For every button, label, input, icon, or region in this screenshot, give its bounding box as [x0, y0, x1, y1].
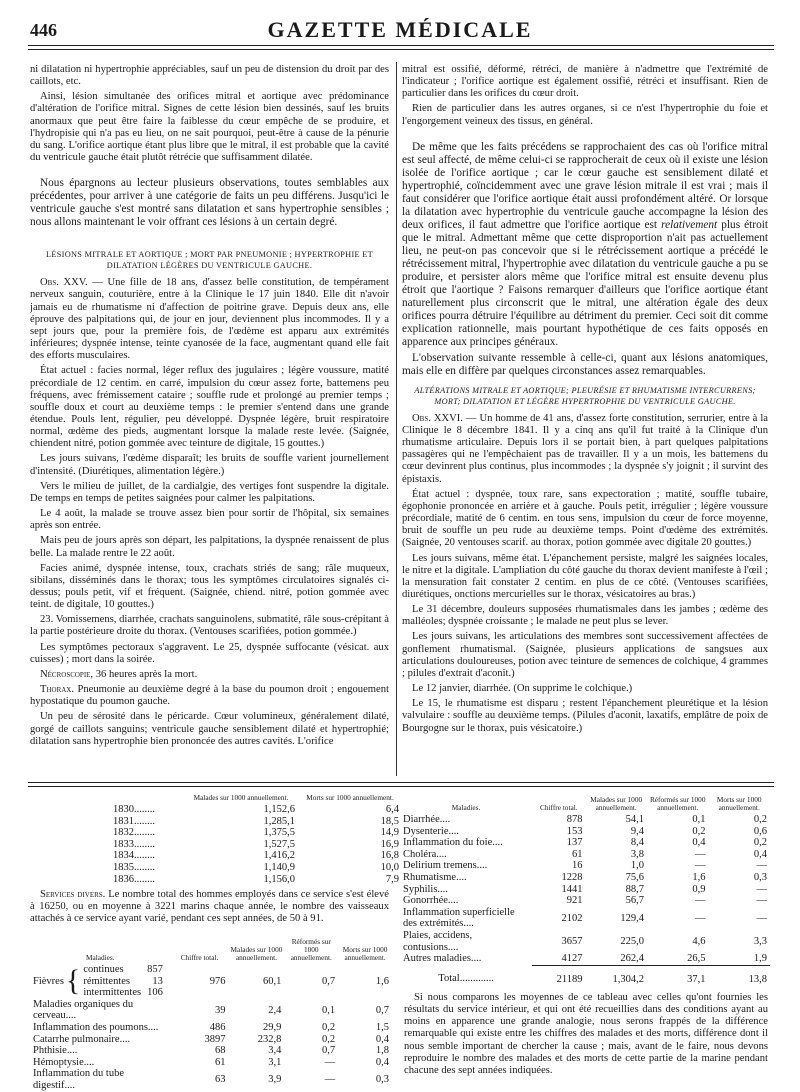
total-chiffre: 21189 — [532, 965, 585, 985]
paragraph: 23. Vomissemens, diarrhée, crachats sanguinolens, submatité, râle sous-crépitant à la partie postérieure droite du thorax. (Ventouses scarifiées, potion gommée.) — [30, 614, 389, 638]
morts-rate: — — [756, 883, 767, 895]
table-row — [30, 1022, 392, 1034]
reformes-rate: — — [694, 912, 706, 924]
paragraph: Le 15, le rhumatisme est disparu ; restent l'épanchement pleurétique et la lésion valvulaire : souffle au deuxième temps. (Pilules d'aconit, laxatifs, emplâtre de poix de Bourgogne sur le thorax, puis vésicatoire.) — [402, 698, 768, 734]
malades-rate: 129,4 — [620, 912, 644, 924]
table-row — [30, 1045, 392, 1057]
total-label: Total............. — [438, 973, 494, 985]
morts-rate: 0,4 — [375, 1033, 389, 1045]
morts-rate: 1,8 — [375, 1045, 389, 1057]
section-heading: LÉSIONS MITRALE ET AORTIQUE ; MORT PAR PNEUMONIE ; HYPERTROPHIE ET DILATATION LÉGÈRES DU VENTRICULE GAUCHE. — [46, 250, 373, 271]
disease-name: Inflammation du tube digestif.... — [33, 1068, 124, 1091]
chiffre-total: 61 — [571, 848, 583, 860]
journal-title: GAZETTE MÉDICALE — [267, 17, 533, 42]
table-row — [30, 1057, 392, 1069]
table-row — [30, 1034, 392, 1046]
table-row — [400, 953, 770, 965]
reformes-rate: — — [324, 1056, 336, 1068]
fievre-type: rémittentes — [83, 975, 130, 987]
paragraph: Les jours suivans, même état. L'épanchement persiste, malgré les saignées locales, le nitre et la digitale. L'ampliation du côté gauche du thorax devient manifeste à l'œil ; la mensuration fait constater 2 centim. en plus de ce côté. (Ventouses scarifiées, diurétiques, onctions mercurielles sur le thorax, vésicatoires au bras.) — [402, 552, 768, 600]
paragraph: État actuel : dyspnée, toux rare, sans expectoration ; matité, souffle tubaire, égophonie prononcée en arrière et à gauche. Pouls petit, irrégulier ; légère voussure précordiale, matité de 6 centim. en tous sens, impulsion du cœur de force moyenne, bruit de souffle un peu rude au deuxième temps. Point d'œdème des extrémités. (Saignée, 20 ventouses scarif. au thorax, potion gommée avec digitale 20 gouttes.) — [402, 488, 768, 549]
left-disease-table — [30, 938, 392, 1092]
morts-rate: 1,9 — [753, 953, 767, 965]
paragraph: Les jours suivans, les articulations des membres sont successivement affectées de gonflement rhumatismal. (Saignée, plusieurs applications de sangsues aux articulations douloureuses, potion avec teinture de semences de colchique, 4 grammes ; pilules d'extrait d'aconit.) — [402, 631, 768, 679]
disease-name: Plaies, accidens, contusions.... — [403, 929, 473, 953]
year-row — [110, 816, 402, 828]
morts-rate: 0,2 — [753, 837, 767, 849]
chiffre-total: 39 — [214, 1004, 226, 1016]
th-reformes: Réformés sur 1000 annuellement. — [649, 795, 706, 812]
fievres-reformes: 0,7 — [322, 975, 336, 987]
table-row — [400, 907, 770, 930]
right-column — [402, 64, 768, 776]
reformes-rate: 0,2 — [322, 1021, 336, 1033]
year: 1836........ — [113, 873, 155, 885]
reformes-rate: 0,2 — [692, 825, 706, 837]
reformes-rate: 0,7 — [322, 1045, 336, 1057]
necroscopie-label: Nécroscopie, — [40, 668, 94, 680]
reformes-rate: 0,2 — [322, 1033, 336, 1045]
table-row — [400, 895, 770, 907]
paragraph: Les jours suivans, l'œdème disparaît; les bruits de souffle varient journellement d'intensité. (Diurétiques, alimentation légère.) — [30, 453, 389, 477]
fievre-count: 857 — [147, 964, 163, 975]
year-row — [110, 827, 402, 839]
disease-name: Inflammation du foie.... — [403, 837, 503, 849]
year: 1830........ — [113, 804, 155, 815]
reformes-rate: 26,5 — [687, 953, 706, 965]
year-morts: 6,4 — [385, 804, 399, 815]
disease-name: Inflammation des poumons.... — [33, 1021, 159, 1033]
year-morts: 16,8 — [380, 850, 399, 862]
reformes-rate: — — [324, 1074, 336, 1086]
fievres-row: Fièvres { continues 857 rémittentes 13 intermittentes 106 976 60,1 0,7 1,6 — [30, 964, 392, 999]
malades-rate: 54,1 — [625, 814, 644, 825]
right-disease-table — [400, 796, 770, 985]
disease-name: Autres maladies.... — [403, 953, 482, 965]
disease-name: Inflammation superficielle des extrémités.... — [403, 906, 515, 930]
th-malades: Malades sur 1000 annuellement. — [590, 795, 643, 812]
year-malades: 1,140,9 — [263, 861, 295, 873]
malades-rate: 75,6 — [625, 871, 644, 883]
th-maladies: Maladies. — [451, 803, 481, 812]
paragraph: ni dilatation ni hypertrophie appréciables, sauf un peu de distension du droit par des caillots, etc. — [30, 64, 389, 88]
year-row — [110, 874, 402, 886]
left-column — [30, 64, 389, 776]
paragraph: — Une fille de 18 ans, d'assez belle constitution, de tempérament nerveux sanguin, couturière, entre à la Clinique le 17 juin 1840. Elle dit n'avoir jamais eu de rhumatisme ni d'affection de poitrine grave. Depuis deux ans, elle éprouve des palpitations qui, de jour en jour, deviennent plus incommodes. Il y a sept jours que, pour la première fois, de l'œdème est apparu aux extrémités inférieures; dyspnée intense, teinte cyanosée de la face, augmentant quand elle fait des efforts musculaires. — [30, 277, 389, 362]
year: 1834........ — [113, 850, 155, 862]
malades-rate: 9,4 — [630, 825, 644, 837]
malades-rate: 3,8 — [630, 848, 644, 860]
emphasis: relativement — [661, 218, 718, 231]
disease-name: Choléra.... — [403, 848, 447, 860]
chiffre-total: 16 — [571, 860, 583, 872]
total-malades: 1,304,2 — [585, 965, 647, 985]
reformes-rate: — — [694, 848, 706, 860]
disease-name: Phthisie.... — [33, 1045, 78, 1057]
year-malades: 1,416,2 — [263, 850, 295, 862]
year-row — [110, 839, 402, 851]
reformes-rate: — — [694, 860, 706, 872]
morts-rate: 0,3 — [375, 1074, 389, 1086]
malades-rate: 262,4 — [620, 953, 644, 965]
morts-rate: 0,2 — [753, 814, 767, 825]
fievre-type: intermittentes — [83, 987, 142, 999]
morts-rate: 0,4 — [375, 1056, 389, 1068]
fievres-morts: 1,6 — [375, 975, 389, 987]
reformes-rate: 0,4 — [692, 837, 706, 849]
year: 1833........ — [113, 838, 155, 850]
table-row — [400, 860, 770, 872]
years-table — [110, 794, 402, 885]
year-row — [110, 804, 402, 816]
disease-name: Maladies organiques du cerveau.... — [33, 998, 134, 1022]
paragraph: État actuel : facies normal, léger reflux des jugulaires ; légère voussure, matité précordiale de 12 centim. en carré, impulsion du cœur assez forte, battemens peu fréquens, avec frémissement cataire ; souffle rude et prolongé au premier temps ; souffle doux et court au deuxième temps : le premier s'entend dans une grande étendue. Pouls lent, régulier, peu développé. Dyspnée légère, bruit respiratoire normal, œdème des pieds, augmentant lorsque la malade reste levée. (Saignée, chiendent nitré, potion gommée avec teinture de digitale, 15 gouttes.) — [30, 365, 389, 450]
reformes-rate: 0,1 — [322, 1004, 336, 1016]
reformes-rate: — — [694, 895, 706, 907]
year-row — [110, 862, 402, 874]
malades-rate: 225,0 — [620, 935, 644, 947]
table-section-rule — [28, 782, 774, 783]
page-number: 446 — [30, 20, 57, 40]
obs-label: Obs. XXVI. — [412, 412, 463, 424]
disease-name: Gonorrhée.... — [403, 895, 459, 907]
morts-rate: 0,4 — [753, 848, 767, 860]
morts-rate: 1,5 — [375, 1021, 389, 1033]
morts-rate: 0,6 — [753, 825, 767, 837]
malades-rate: 2,4 — [268, 1004, 282, 1016]
paragraph: Mais peu de jours après son départ, les palpitations, la dyspnée renaissent de plus belle. La malade rentre le 22 août. — [30, 535, 389, 559]
reformes-rate: 4,6 — [692, 935, 706, 947]
comparison-paragraph: Si nous comparons les moyennes de ce tableau avec celles qu'ont fournies les résultats du service intérieur, et qui ont été recueillies dans des conditions ayant au moins en apparence une grande analogie, nous serons frappés de la différence remarquable qui existe entre les chiffres des malades et des morts, différence dont il nous semble important de chercher la cause ; mais, avant de le faire, nous devons reproduire le nombre des malades et des morts de cette partie de la marine pendant chacune des sept années indiquées. — [404, 992, 768, 1076]
fievre-type: continues — [83, 964, 124, 975]
year-malades: 1,527,5 — [263, 838, 295, 850]
malades-rate: 3,4 — [268, 1045, 282, 1057]
table-row — [400, 814, 770, 826]
paragraph: De même que les faits précédens se rapprochaient des cas où l'orifice mitral est seul affecté, de même celui-ci se rapprocherait de ceux où il existe une lésion isolée de l'orifice aortique ; car le cœur gauche est sensiblement dilaté et hypertrophié, coïncidemment avec une grave lésion mitrale il est vrai ; mais il faut considérer que l'orifice aortique était aussi profondément altéré. Or lorsque la dilatation avec hypertrophie du ventricule gauche accompagne la lésion des deux orifices, il faut admettre que l'orifice aortique est relativement plus étroit que le mitral. Admettant même que cette disproportion n'ait pas actuellement lieu, ne peut-on pas concevoir que si le rétrécissement aortique a précédé le rétrécissement mitral, l'hypertrophie avec dilatation du ventricule gauche a pu se produire, et persister alors même que l'orifice mitral est ensuite devenu plus étroit que l'aortique ? Faisons remarquer d'ailleurs que l'orifice aortique étant naturellement plus circonscrit que le mitral, une altération égale des deux orifices pourra détruire l'équilibre au détriment du premier. Ceci soit dit comme explication rationnelle, mais pourtant hypothétique de ces faits opposés en apparence aux principes généraux. — [402, 140, 768, 348]
header-rule-thin — [28, 49, 774, 50]
year-malades: 1,156,0 — [263, 873, 295, 885]
chiffre-total: 878 — [566, 814, 583, 825]
years-col-morts: Morts sur 1000 annuellement. — [306, 793, 394, 802]
year-morts: 18,5 — [380, 815, 399, 827]
paragraph: 36 heures après la mort. — [93, 668, 198, 680]
section-heading: ALTÉRATIONS MITRALE ET AORTIQUE; PLEURÉSIE ET RHUMATISME INTERCURRENS; MORT; DILATATION ET LÉGÈRE HYPERTROPHIE DU VENTRICULE GAUCHE. — [414, 385, 756, 406]
malades-rate: 3,9 — [268, 1074, 282, 1086]
obs-label: Obs. XXV. — [40, 277, 88, 289]
services-paragraph: Services divers. Le nombre total des hommes employés dans ce service s'est élevé à 16250, ou en moyenne à 3221 marins chaque année, le nombre des vaisseaux attachés à ce service ayant varié, pendant ces sept années, de 50 à 91. — [30, 889, 389, 925]
year-malades: 1,152,6 — [263, 804, 295, 815]
malades-rate: 29,9 — [262, 1021, 282, 1033]
th-reformes: Réformés sur 1000 annuellement. — [290, 937, 332, 962]
morts-rate: — — [756, 895, 767, 907]
chiffre-total: 1441 — [561, 883, 583, 895]
table-row — [400, 930, 770, 953]
th-chiffre: Chiffre total. — [540, 803, 578, 812]
fievres-total: 976 — [209, 975, 226, 987]
year-morts: 14,9 — [380, 827, 399, 839]
paragraph: Nous épargnons au lecteur plusieurs observations, toutes semblables aux précédentes, pour arriver à une catégorie de faits un peu différens. Jusqu'ici le ventricule gauche s'est montré sans dilatation et sans hypertrophie sensibles ; nous allons maintenant le voir offrant ces lésions à un certain degré. — [30, 177, 389, 229]
reformes-rate: 0,1 — [692, 814, 706, 825]
morts-rate: — — [756, 860, 767, 872]
years-col-malades: Malades sur 1000 annuellement. — [193, 793, 289, 802]
chiffre-total: 921 — [566, 895, 583, 907]
total-reformes: 37,1 — [647, 965, 709, 985]
table-section-rule-thin — [28, 786, 774, 787]
year: 1835........ — [113, 861, 155, 873]
chiffre-total: 2102 — [561, 912, 583, 924]
paragraph: mitral est ossifié, déformé, rétréci, de manière à n'admettre que l'extrémité de l'indicateur ; l'orifice aortique est également ossifié, rétréci et insuffisant. Rien de particulier dans les orifices du cœur droit. — [402, 64, 768, 100]
chiffre-total: 486 — [209, 1021, 226, 1033]
fievre-count: 106 — [147, 987, 163, 999]
malades-rate: 1,0 — [630, 860, 644, 872]
disease-name: Dysenterie.... — [403, 825, 459, 837]
morts-rate: 3,3 — [753, 935, 767, 947]
morts-rate: 0,7 — [375, 1004, 389, 1016]
disease-name: Delirium tremens.... — [403, 860, 488, 872]
table-row — [30, 1068, 392, 1091]
chiffre-total: 3657 — [561, 935, 583, 947]
table-row — [400, 884, 770, 896]
table-row — [400, 837, 770, 849]
fievre-count: 13 — [152, 975, 163, 987]
paragraph: Ainsi, lésion simultanée des orifices mitral et aortique avec prédominance d'altération de l'orifice mitral. Signes de cette lésion bien dessinés, sauf les bruits anormaux que peut être faire la faiblesse du cœur empêche de se produire, et l'hydropisie qui n'a pas eu lieu, on ne sait pourquoi, peut-être à cause de la pénurie du sang. L'orifice aortique étant plus libre que le mitral, il est probable que la cavité du ventricule gauche était plutôt rétrécie que suffisamment dilatée. — [30, 91, 389, 164]
malades-rate: 8,4 — [630, 837, 644, 849]
th-chiffre: Chiffre total. — [180, 953, 219, 962]
year-morts: 7,9 — [385, 873, 399, 885]
chiffre-total: 137 — [566, 837, 583, 849]
chiffre-total: 1228 — [561, 871, 583, 883]
chiffre-total: 4127 — [561, 953, 583, 965]
reformes-rate: 0,9 — [692, 883, 706, 895]
th-morts: Morts sur 1000 annuellement. — [716, 795, 762, 812]
table-row — [400, 826, 770, 838]
malades-rate: 3,1 — [268, 1056, 282, 1068]
malades-rate: 88,7 — [625, 883, 644, 895]
morts-rate: — — [756, 912, 767, 924]
year-malades: 1,285,1 — [263, 815, 295, 827]
table-row — [400, 872, 770, 884]
morts-rate: 0,3 — [753, 871, 767, 883]
paragraph: Le 4 août, la malade se trouve assez bien pour sortir de l'hôpital, six semaines après son entrée. — [30, 508, 389, 532]
disease-name: Hémoptysie.... — [33, 1056, 95, 1068]
table-row — [400, 849, 770, 861]
chiffre-total: 3897 — [204, 1033, 226, 1045]
chiffre-total: 153 — [566, 825, 583, 837]
malades-rate: 232,8 — [257, 1033, 282, 1045]
thorax-label: Thorax. — [40, 684, 75, 696]
paragraph: Facies animé, dyspnée intense, toux, crachats striés de sang; râle muqueux, sibilans, disséminés dans le thorax; tous les symptômes circulatoires signalés ci-dessus; pouls petit, vif et fréquent. (Saignée, chiend. nitré, potion gommée avec teint. de digitale, 10 gouttes.) — [30, 562, 389, 611]
year-morts: 10,0 — [380, 861, 399, 873]
disease-name: Rhumatisme.... — [403, 871, 467, 883]
table-row — [30, 999, 392, 1022]
th-malades: Malades sur 1000 annuellement. — [230, 945, 283, 962]
chiffre-total: 63 — [214, 1074, 226, 1086]
paragraph: Pneumonie au deuxième degré à la base du poumon droit ; engouement hypostatique du poumon gauche. — [30, 684, 389, 708]
total-morts: 13,8 — [708, 965, 770, 985]
paragraph: Les symptômes pectoraux s'aggravent. Le 25, dyspnée suffocante (vésicat. aux cuisses) ; mort dans la soirée. — [30, 641, 389, 665]
year-malades: 1,375,5 — [263, 827, 295, 839]
paragraph: L'observation suivante ressemble à celle-ci, quant aux lésions anatomiques, mais elle en diffère par quelques circonstances assez remarquables. — [402, 351, 768, 377]
year-morts: 16,9 — [380, 838, 399, 850]
column-divider — [396, 62, 397, 776]
paragraph: Le 31 décembre, douleurs supposées rhumatismales dans les jambes ; œdème des malléoles; dyspnée croissante ; le malade ne peut plus se lever. — [402, 604, 768, 628]
disease-name: Catarrhe pulmonaire.... — [33, 1033, 131, 1045]
paragraph: Vers le milieu de juillet, de la cardialgie, des vertiges font suspendre la digitale. De temps en temps de petites saignées pour calmer les palpitations. — [30, 480, 389, 504]
disease-name: Syphilis.... — [403, 883, 448, 895]
th-morts: Morts sur 1000 annuellement. — [342, 945, 388, 962]
fievres-malades: 60,1 — [262, 975, 282, 987]
fievres-label: Fièvres — [33, 975, 64, 987]
year: 1831........ — [113, 815, 155, 827]
services-label: Services divers. — [40, 889, 106, 900]
paragraph: Un peu de sérosité dans le péricarde. Cœur volumineux, généralement dilaté, gorgé de caillots sanguins; ventricule gauche sensiblement dilaté et hypertrophié; dilatation sans hypertrophie bien prononcée des autres cavités. L'orifice — [30, 711, 389, 747]
year-row — [110, 850, 402, 862]
chiffre-total: 68 — [214, 1045, 226, 1057]
header-rule — [28, 45, 774, 46]
malades-rate: 56,7 — [625, 895, 644, 907]
paragraph: — Un homme de 41 ans, d'assez forte constitution, serrurier, entre à la Clinique le 8 décembre 1841. Il y a cinq ans qu'il fut traité à la Clinique d'un rhumatisme articulaire. Depuis lors il se portait bien, à part quelques palpitations passagères qui ne l'empêchaient pas de travailler. Il y a un mois, les battemens du cœur devinrent plus continus, plus incommodes ; la dyspnée s'y joignit ; il survint des épistaxis. — [402, 412, 768, 485]
total-row — [400, 965, 770, 985]
paragraph: Rien de particulier dans les autres organes, si ce n'est l'hypertrophie du foie et l'engorgement veineux des tissus, en général. — [402, 103, 768, 127]
paragraph: Le 12 janvier, diarrhée. (On supprime le colchique.) — [412, 683, 633, 695]
th-maladies: Maladies. — [85, 953, 115, 962]
disease-name: Diarrhée.... — [403, 814, 451, 825]
year: 1832........ — [113, 827, 155, 839]
chiffre-total: 61 — [214, 1056, 226, 1068]
reformes-rate: 1,6 — [692, 871, 706, 883]
